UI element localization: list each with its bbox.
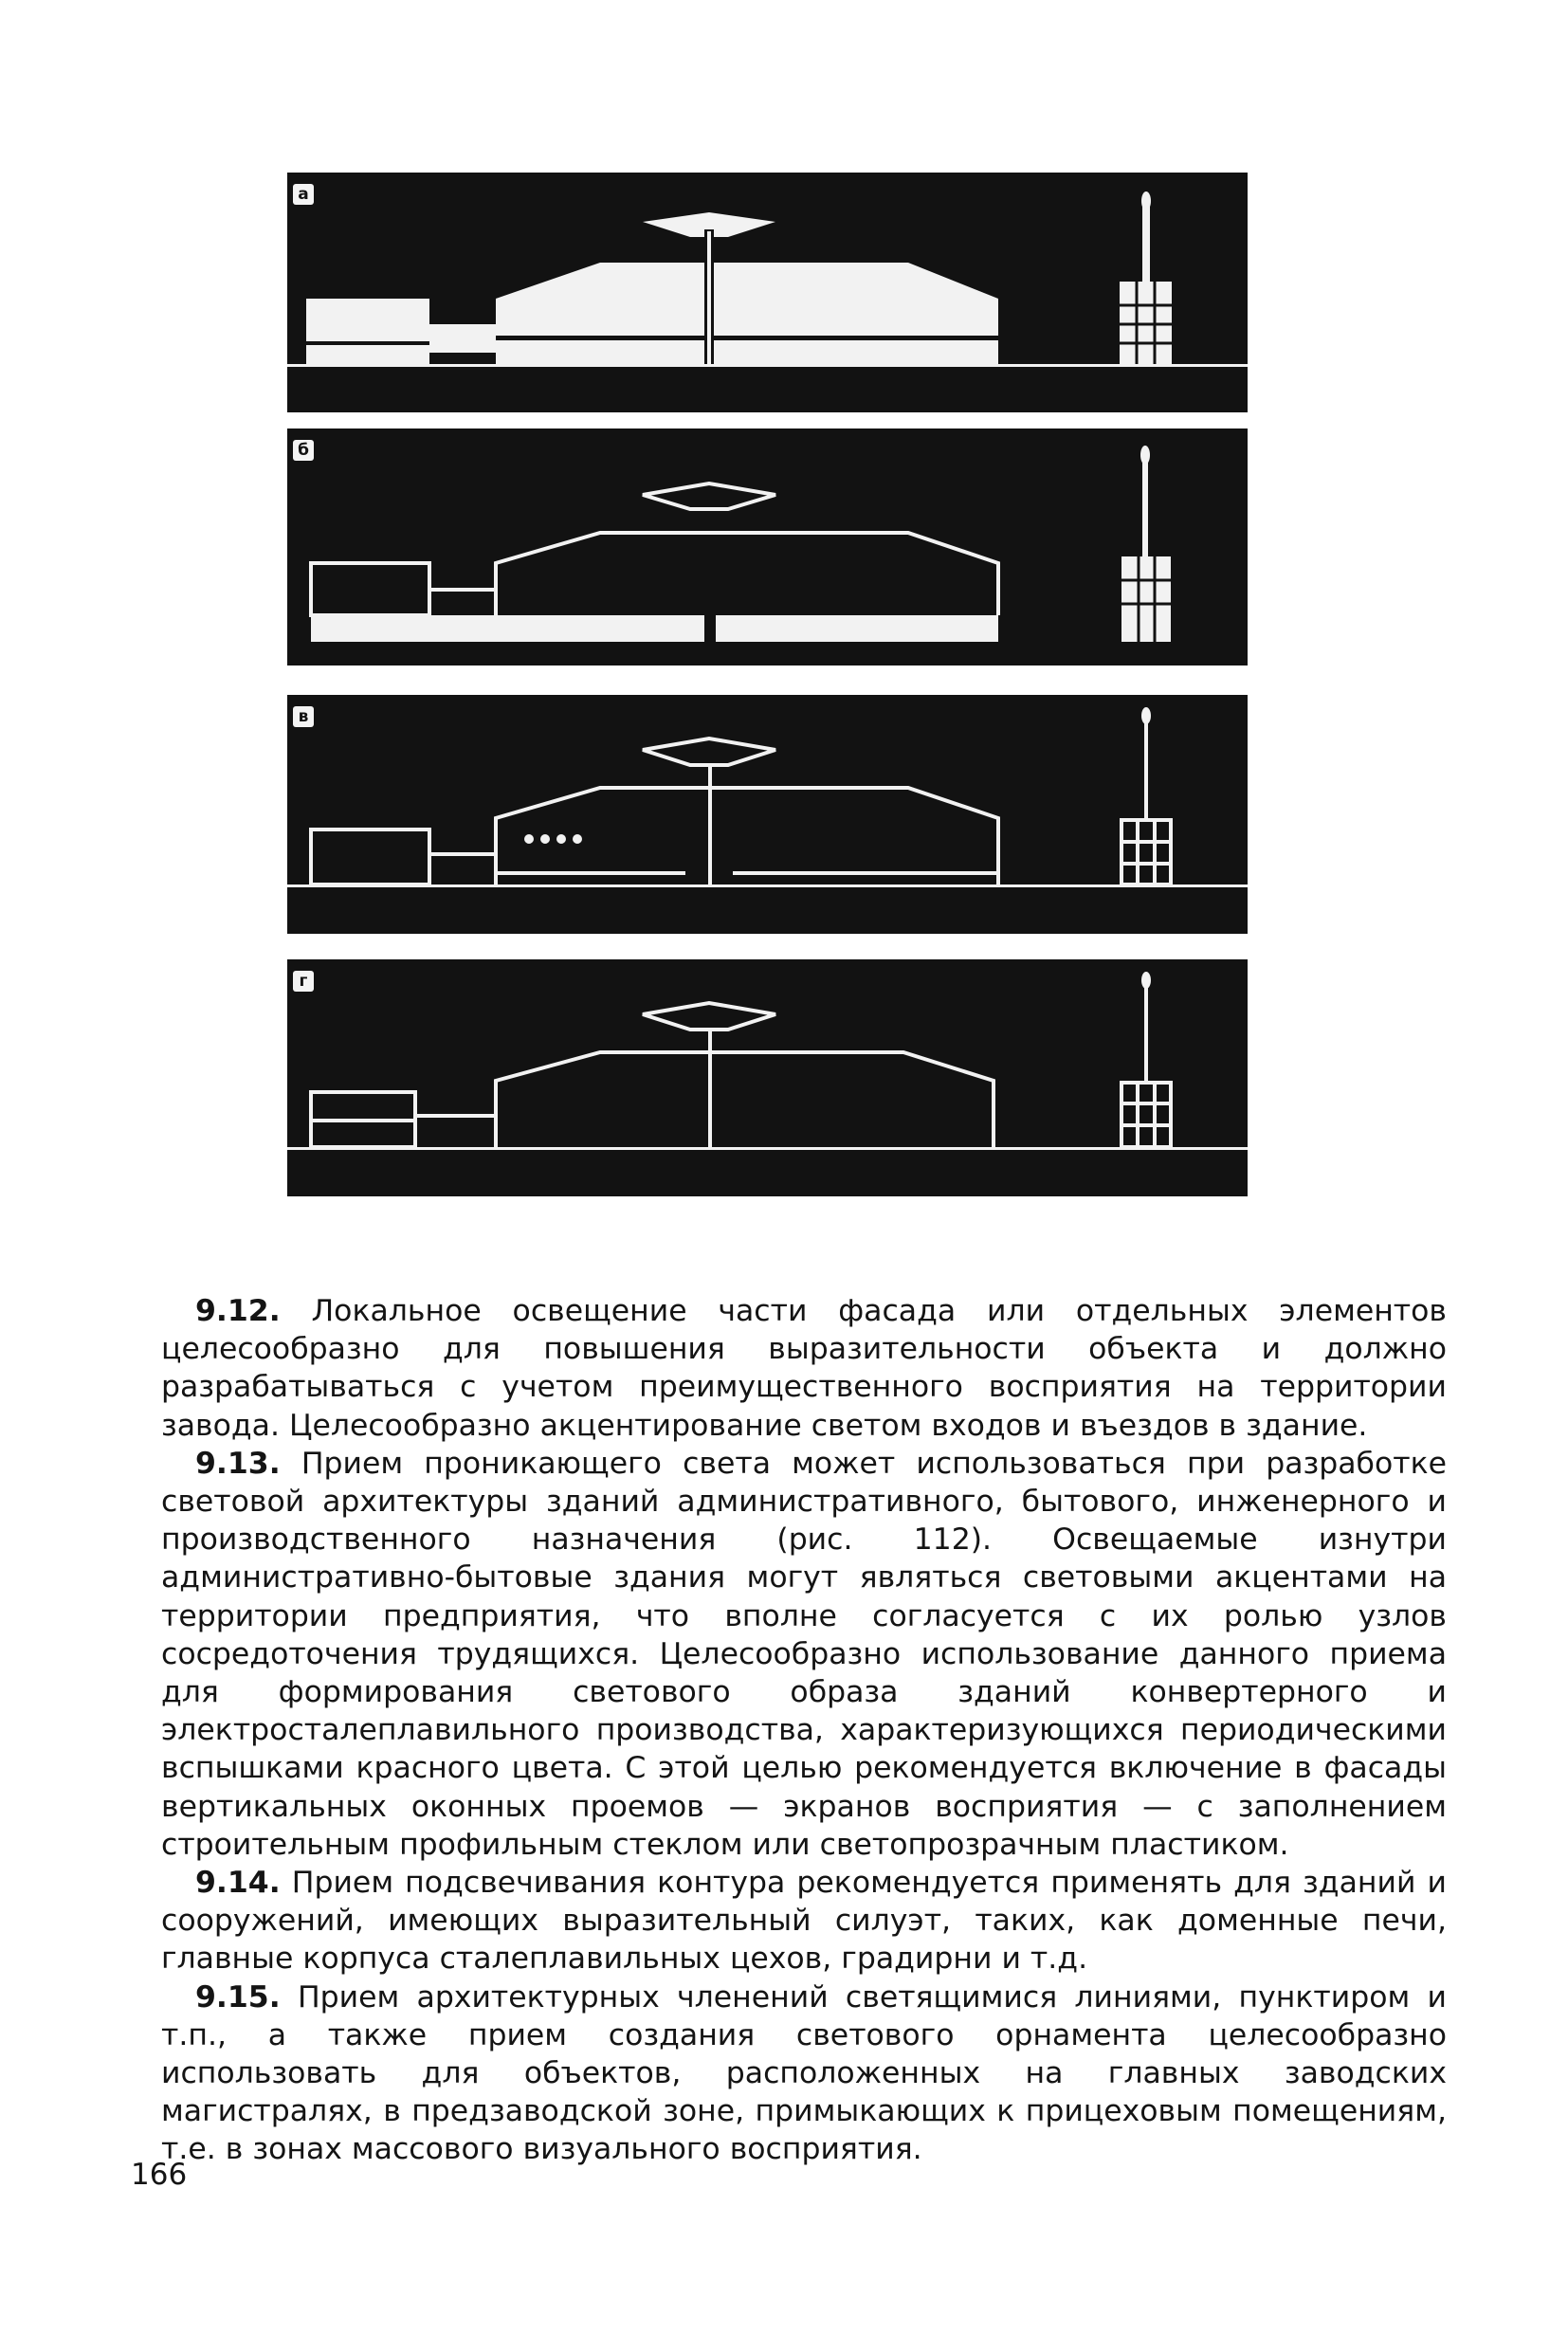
panel-letter-b: б [293,440,314,461]
panel-b-drawing [287,428,1248,665]
paragraph-text: Прием проникающего света может использоваться при разработке световой архитектуры зданий административного, бытового, инженерного и производственного назначения (рис. 112). Освещаемые изнутри административно-бытовые здания могут являться световыми акцентами на территории предприятия, что вполне согласуется с их ролью узлов сосредоточения трудящихся. Целесообразно использование данного приема для формирования светового образа зданий конвертерного и электросталеплавильного производства, характеризующихся периодическими вспышками красного цвета. С этой целью рекомендуется включение в фасады вертикальных оконных проемов — экранов восприятия — с заполнением строительным профильным стеклом или светопрозрачным пластиком. [161,1446,1448,1862]
figure-panel-d [287,959,1248,1196]
body-text [161,1292,1447,2169]
panel-c-drawing [287,695,1248,934]
figure-panel-b [287,428,1248,665]
paragraph-number: 9.12. [195,1294,281,1328]
paragraph-text: Локальное освещение части фасада или отдельных элементов целесообразно для повышения выразительности объекта и должно разрабатываться с учетом преимущественного восприятия на территории завода. Целесообразно акцентирование светом входов и въездов в здание. [161,1294,1447,1443]
panel-d-drawing [287,959,1248,1196]
paragraph-text: Прием подсвечивания контура рекомендуется применять для зданий и сооружений, имеющих выразительный силуэт, таких, как доменные печи, главные корпуса сталеплавильных цехов, градирни и т.д. [161,1866,1447,1977]
panel-letter-d: г [293,971,314,992]
paragraph-number: 9.15. [195,1979,281,2015]
paragraph-number: 9.13. [195,1446,281,1481]
panel-a-drawing [287,173,1248,412]
panel-letter-c: в [293,706,314,727]
paragraph-9-14 [161,1864,1447,1978]
paragraph-9-12 [161,1292,1447,1445]
figure-panel-c [287,695,1248,934]
paragraph-9-13 [161,1445,1447,1864]
page-number: 166 [131,2158,188,2192]
paragraph-text: Прием архитектурных членений светящимися линиями, пунктиром и т.п., а также прием создания светового орнамента целесообразно использовать для объектов, расположенных на главных заводских магистралях, в предзаводской зоне, примыкающих к прицеховым помещениям, т.е. в зонах массового визуального восприятия. [161,1979,1447,2167]
paragraph-9-15 [161,1978,1447,2169]
paragraph-number: 9.14. [195,1866,281,1901]
figure-panel-a [287,173,1248,412]
panel-letter-a: а [293,184,314,205]
